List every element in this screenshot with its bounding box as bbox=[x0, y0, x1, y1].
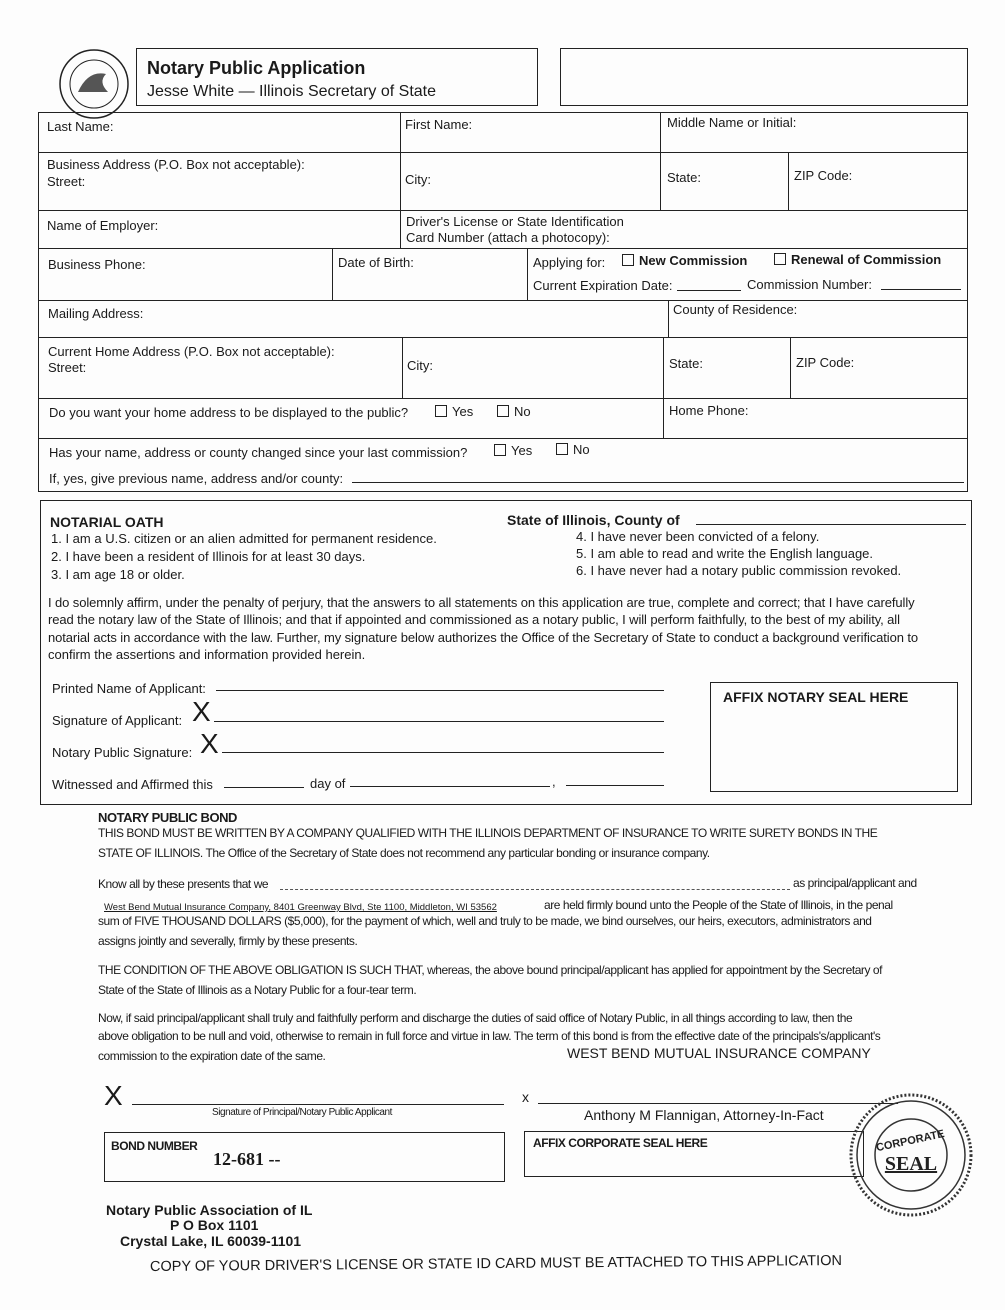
bond-text: THE CONDITION OF THE ABOVE OBLIGATION IS SUCH THAT, whereas, the above bound principal/applicant has applied for appointment by the Secretary of bbox=[98, 963, 883, 977]
name-changed-question: Has your name, address or county changed since your last commission? bbox=[49, 445, 468, 460]
display-no-checkbox[interactable] bbox=[497, 404, 531, 419]
checkbox-icon[interactable] bbox=[556, 443, 568, 455]
drivers-license-field[interactable]: Card Number (attach a photocopy): bbox=[406, 230, 610, 245]
x-mark: x bbox=[522, 1089, 529, 1105]
business-state-field[interactable]: State: bbox=[667, 170, 701, 185]
svg-text:CORPORATE: CORPORATE bbox=[875, 1127, 946, 1155]
bond-text: sum of FIVE THOUSAND DOLLARS ($5,000), for the payment of which, well and truly to be made, we bind ourselves, our heirs, executors, administrators and bbox=[98, 914, 872, 928]
notary-signature-line[interactable] bbox=[222, 752, 664, 753]
oath-item: 4. I have never been convicted of a felony. bbox=[576, 529, 820, 544]
changed-no-checkbox[interactable] bbox=[556, 442, 590, 457]
x-mark: X bbox=[200, 728, 219, 759]
bond-text: STATE OF ILLINOIS. The Office of the Secretary of State does not recommend any particular bonding or insurance company. bbox=[98, 846, 710, 860]
witnessed-label: Witnessed and Affirmed this bbox=[52, 777, 213, 792]
home-phone-field[interactable]: Home Phone: bbox=[669, 403, 749, 418]
bond-text: commission to the expiration date of the same. bbox=[98, 1049, 326, 1063]
mailing-address-field[interactable]: Mailing Address: bbox=[48, 306, 144, 321]
bond-number-box bbox=[104, 1132, 505, 1182]
page-subtitle: Jesse White — Illinois Secretary of State bbox=[147, 83, 436, 100]
affix-corporate-label: AFFIX CORPORATE SEAL HERE bbox=[533, 1136, 708, 1150]
applying-for-label: Applying for: bbox=[533, 255, 606, 270]
county-label: State of Illinois, County of bbox=[507, 512, 680, 528]
yes-label: Yes bbox=[511, 443, 533, 458]
no-label: No bbox=[514, 404, 531, 419]
business-address-label: Business Address (P.O. Box not acceptable): bbox=[47, 157, 305, 172]
as-principal-label: as principal/applicant and bbox=[793, 876, 917, 890]
employer-field[interactable]: Name of Employer: bbox=[47, 218, 159, 233]
notary-seal-box bbox=[710, 682, 958, 792]
illinois-state-seal-icon bbox=[58, 48, 130, 120]
affirm-text: notarial acts in accordance with the law. Further, my signature below authorizes the Office of the Secretary of State to conduct a background verification to bbox=[48, 630, 918, 645]
bond-text: State of the State of Illinois as a Notary Public for a four-tear term. bbox=[98, 983, 417, 997]
principal-name-line[interactable] bbox=[280, 889, 790, 890]
county-line[interactable] bbox=[696, 524, 966, 525]
bond-text: assigns jointly and severally, firmly by these presents. bbox=[98, 934, 358, 948]
yes-label: Yes bbox=[452, 404, 474, 419]
insurance-company-name: WEST BEND MUTUAL INSURANCE COMPANY bbox=[567, 1045, 871, 1061]
drivers-license-label: Driver's License or State Identification bbox=[406, 214, 624, 229]
oath-item: 6. I have never had a notary public commission revoked. bbox=[576, 563, 902, 578]
checkbox-icon[interactable] bbox=[622, 254, 634, 266]
business-city-field[interactable]: City: bbox=[405, 172, 431, 187]
affirm-text: confirm the assertions and information provided herein. bbox=[48, 647, 366, 662]
new-commission-checkbox[interactable] bbox=[622, 253, 747, 268]
notary-signature-label: Notary Public Signature: bbox=[52, 745, 193, 760]
display-address-question: Do you want your home address to be displayed to the public? bbox=[49, 405, 409, 420]
day-line[interactable] bbox=[224, 787, 304, 788]
association-name: Notary Public Association of IL bbox=[106, 1202, 313, 1218]
applicant-signature-label: Signature of Applicant: bbox=[52, 713, 183, 728]
association-po-box: P O Box 1101 bbox=[170, 1217, 259, 1233]
renewal-checkbox[interactable] bbox=[774, 252, 941, 267]
applicant-signature-line[interactable] bbox=[214, 721, 664, 722]
principal-signature-line[interactable] bbox=[132, 1104, 504, 1105]
oath-title: NOTARIAL OATH bbox=[50, 514, 164, 530]
county-of-residence-field[interactable]: County of Residence: bbox=[673, 302, 798, 317]
home-state-field[interactable]: State: bbox=[669, 356, 703, 371]
x-mark: X bbox=[104, 1080, 123, 1111]
day-of-label: day of bbox=[310, 776, 346, 791]
oath-item: 1. I am a U.S. citizen or an alien admitted for permanent residence. bbox=[51, 531, 437, 546]
page-title: Notary Public Application bbox=[147, 58, 366, 78]
first-name-field[interactable]: First Name: bbox=[405, 117, 473, 132]
id-attachment-notice: COPY OF YOUR DRIVER'S LICENSE OR STATE ID CARD MUST BE ATTACHED TO THIS APPLICATION bbox=[149, 1252, 842, 1276]
attorney-signature-line[interactable] bbox=[538, 1103, 898, 1104]
commission-number-field[interactable]: Commission Number: bbox=[747, 277, 872, 292]
year-line[interactable] bbox=[566, 785, 664, 786]
corporate-seal-box bbox=[524, 1131, 864, 1177]
affirm-text: I do solemnly affirm, under the penalty of perjury, that the answers to all statements on this application are true, complete and correct; that I have carefully bbox=[48, 595, 915, 610]
home-street-field[interactable]: Street: bbox=[48, 360, 87, 375]
printed-name-line[interactable] bbox=[216, 690, 664, 691]
business-phone-field[interactable]: Business Phone: bbox=[48, 257, 146, 272]
middle-name-field[interactable]: Middle Name or Initial: bbox=[667, 115, 797, 130]
corporate-seal-stamp-icon bbox=[848, 1092, 974, 1218]
surety-company-fill: West Bend Mutual Insurance Company, 8401 Greenway Blvd, Ste 1100, Middleton, WI 53562 bbox=[104, 902, 497, 913]
business-zip-field[interactable]: ZIP Code: bbox=[794, 168, 853, 183]
renewal-label: Renewal of Commission bbox=[791, 252, 942, 267]
date-of-birth-field[interactable]: Date of Birth: bbox=[338, 255, 414, 270]
checkbox-icon[interactable] bbox=[494, 444, 506, 456]
bond-text: THIS BOND MUST BE WRITTEN BY A COMPANY QUALIFIED WITH THE ILLINOIS DEPARTMENT OF INSURANCE TO WRITE SURETY BONDS IN THE bbox=[98, 826, 878, 840]
bond-text: above obligation to be null and void, otherwise to remain in full force and virtue in law. The term of this bond is from the effective date of the principals's/applicant's bbox=[98, 1029, 881, 1043]
home-address-label: Current Home Address (P.O. Box not acceptable): bbox=[48, 344, 335, 359]
home-city-field[interactable]: City: bbox=[407, 358, 433, 373]
new-commission-label: New Commission bbox=[639, 253, 748, 268]
business-street-field[interactable]: Street: bbox=[47, 174, 86, 189]
principal-signature-label: Signature of Principal/Notary Public Applicant bbox=[212, 1107, 392, 1118]
association-city: Crystal Lake, IL 60039-1101 bbox=[120, 1233, 302, 1249]
oath-item: 5. I am able to read and write the English language. bbox=[576, 546, 874, 561]
no-label: No bbox=[573, 442, 590, 457]
home-zip-field[interactable]: ZIP Code: bbox=[796, 355, 855, 370]
bond-title: NOTARY PUBLIC BOND bbox=[98, 810, 237, 825]
checkbox-icon[interactable] bbox=[497, 405, 509, 417]
bond-text: Now, if said principal/applicant shall truly and faithfully perform and discharge the duties of said office of Notary Public, in all things according to law, then the bbox=[98, 1011, 853, 1025]
oath-item: 2. I have been a resident of Illinois for at least 30 days. bbox=[51, 549, 366, 564]
previous-info-label: If, yes, give previous name, address and/or county: bbox=[49, 471, 344, 486]
previous-info-line[interactable] bbox=[352, 482, 964, 483]
expiration-date-field[interactable]: Current Expiration Date: bbox=[533, 278, 673, 293]
affirm-text: read the notary law of the State of Illinois; and that if appointed and commissioned as a notary public, I will perform faithfully, to the best of my ability, all bbox=[48, 612, 900, 627]
know-all-label: Know all by these presents that we bbox=[98, 877, 269, 891]
changed-yes-checkbox[interactable] bbox=[494, 443, 532, 458]
month-line[interactable] bbox=[350, 786, 550, 787]
svg-text:SEAL: SEAL bbox=[884, 1153, 938, 1175]
office-use-box bbox=[560, 48, 968, 106]
checkbox-icon[interactable] bbox=[435, 405, 447, 417]
affix-seal-label: AFFIX NOTARY SEAL HERE bbox=[723, 689, 909, 705]
bond-number-label: BOND NUMBER bbox=[111, 1139, 198, 1153]
x-mark: X bbox=[192, 696, 211, 727]
bond-number-value: 12-681 -- bbox=[213, 1149, 281, 1169]
title-box bbox=[136, 48, 538, 106]
checkbox-icon[interactable] bbox=[774, 253, 786, 265]
comma: , bbox=[552, 774, 556, 789]
printed-name-label: Printed Name of Applicant: bbox=[52, 681, 206, 696]
last-name-field[interactable]: Last Name: bbox=[47, 119, 114, 134]
bond-text: are held firmly bound unto the People of the State of Illinois, in the penal bbox=[544, 898, 893, 912]
oath-item: 3. I am age 18 or older. bbox=[51, 567, 185, 582]
attorney-in-fact: Anthony M Flannigan, Attorney-In-Fact bbox=[584, 1107, 824, 1123]
display-yes-checkbox[interactable] bbox=[435, 404, 473, 419]
